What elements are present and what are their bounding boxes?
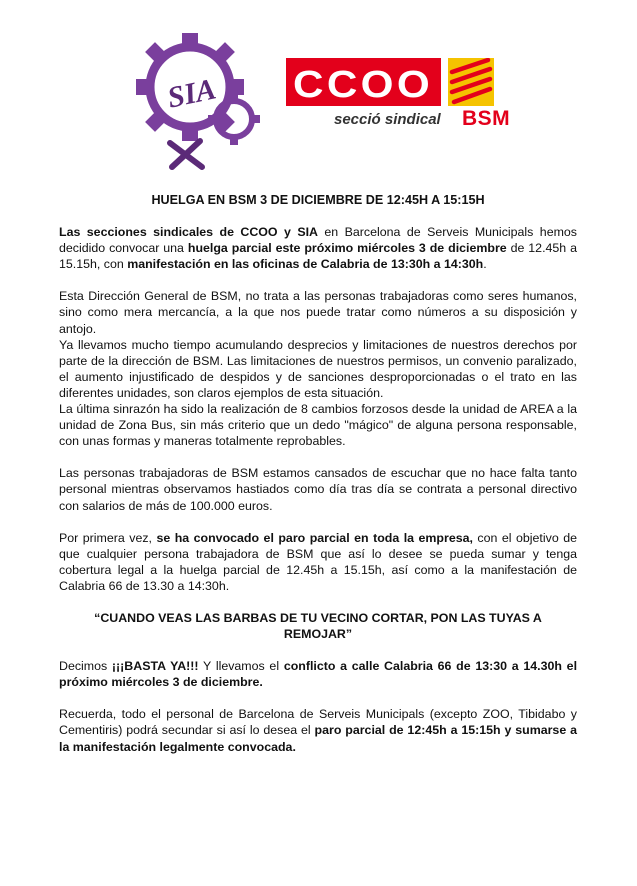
catalan-flag-icon [448, 58, 494, 106]
ccoo-letters-graphic [286, 58, 441, 106]
sia-gear-icon [130, 25, 270, 175]
basta-conflict: conflicto a calle Calabria 66 de 13:30 a 14.30h el próximo miércoles 3 de diciembre. [59, 659, 578, 690]
intro-text-3: . [483, 257, 487, 272]
paragraph-reminder [59, 706, 577, 754]
first-time-text-2: con el objetivo de que cualquier persona trabajadora de BSM que así lo desee se pueda sumar y tenga cobertura legal a la huelga parcial de 12.45h a 15.15h, así como a la manifestación de Calabria 66 de 13.30 a 14:30h. [59, 530, 577, 593]
intro-strike: huelga parcial este próximo miércoles 3 de diciembre [187, 241, 507, 256]
bsm-logo-text: BSM [462, 107, 511, 130]
paragraph-transfers: La última sinrazón ha sido la realización de 8 cambios forzosos desde la unidad de AREA a la unidad de Zona Bus, sin más criterio que un dedo "mágico" de alguna persona responsable, con unas formas y maneras totalmente reprobables. [59, 402, 577, 449]
basta-text-2: Y llevamos el [198, 659, 284, 674]
ccoo-logo [286, 58, 511, 138]
first-time-strike: se ha convocado el paro parcial en toda la empresa, [156, 530, 473, 545]
paragraph-first-time [59, 530, 577, 594]
paragraph-direction: Esta Dirección General de BSM, no trata a las personas trabajadoras como seres humanos, sino como mera mercancía, a la que nos puede tratar como números a su disposición y antojo. [59, 289, 577, 336]
paragraph-intro [59, 224, 577, 272]
intro-demonstration: manifestación en las oficinas de Calabria de 13:30h a 14:30h [127, 257, 484, 272]
quote-proverb: “CUANDO VEAS LAS BARBAS DE TU VECINO CORTAR, PON LAS TUYAS A REMOJAR” [94, 610, 542, 642]
intro-text-1: en Barcelona de Serveis Municipals hemos decidido convocar una [59, 225, 577, 256]
document-body [59, 192, 577, 771]
header-logos [0, 0, 637, 180]
paragraph-grievances: Ya llevamos mucho tiempo acumulando desprecios y limitaciones de nuestros derechos por parte de la dirección de BSM. Las limitaciones de nuestros permisos, un convenio paralizado, el aumento injustificado de despidos y de sanciones desproporcionadas o el trato en las diferentes unidades, son claros ejemplos de esta situación. [59, 337, 577, 400]
basta-ya: ¡¡¡BASTA YA!!! [111, 659, 199, 674]
first-time-text-1: Por primera vez, [59, 530, 157, 545]
reminder-strike: paro parcial de 12:45h a 15:15h y sumarse a la manifestación legalmente convocada. [59, 723, 577, 754]
ccoo-logo-text: CCOO [293, 64, 433, 106]
intro-unions: Las secciones sindicales de CCOO y SIA [59, 225, 318, 240]
paragraph-basta-ya [59, 658, 577, 690]
reminder-text: Recuerda, todo el personal de Barcelona de Serveis Municipals (excepto ZOO, Tibidabo y Cementiris) podrá secundar si así lo desea el [59, 707, 577, 738]
paragraph-salaries: Las personas trabajadoras de BSM estamos cansados de escuchar que no hace falta tanto personal mientras observamos hastiados como día tras día se contrata a personal directivo con salarios de más de 100.000 euros. [59, 466, 577, 513]
basta-text-1: Decimos [59, 659, 112, 674]
document-title: HUELGA EN BSM 3 DE DICIEMBRE DE 12:45H A 15:15H [151, 193, 485, 207]
sia-logo-text: SIA [164, 72, 219, 115]
seccio-sindical-label: secció sindical [334, 111, 441, 128]
intro-text-2: de 12.45h a 15.15h, con [59, 241, 577, 272]
sia-logo [130, 25, 270, 175]
